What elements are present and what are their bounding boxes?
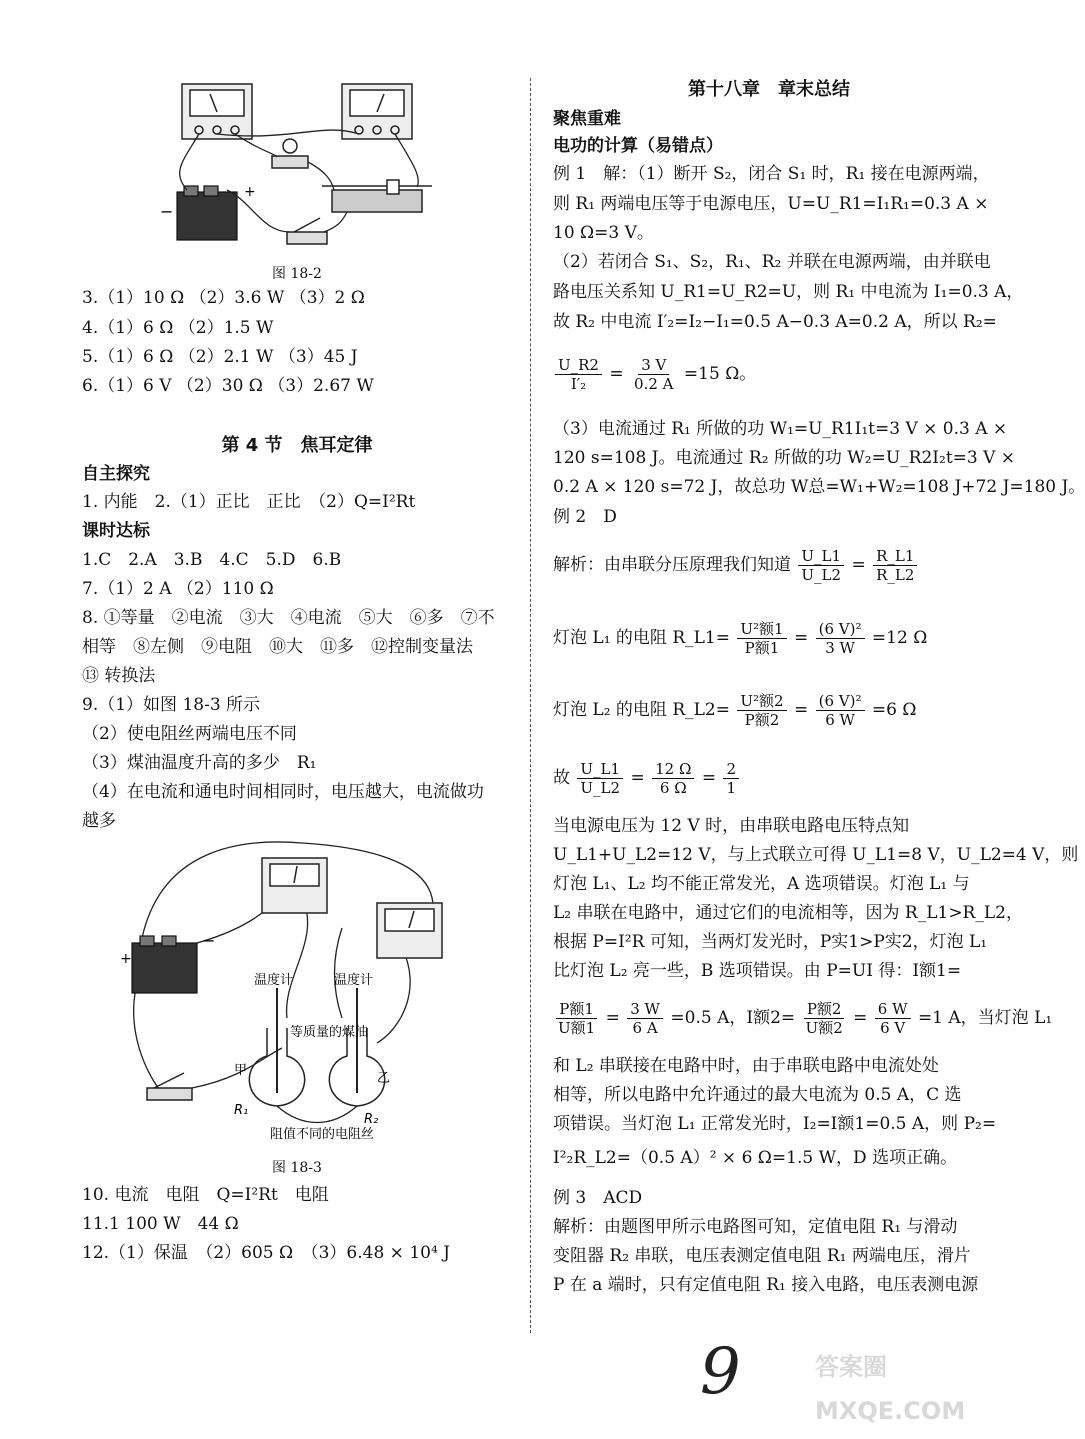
frac-denominator: I′₂ — [570, 375, 587, 393]
flask-icon — [249, 988, 304, 1106]
text-line: 路电压关系知 U_R1=U_R2=U，则 R₁ 中电流为 I₁=0.3 A， — [553, 282, 1024, 302]
answer-line: 8. ①等量 ②电流 ③大 ④电流 ⑤大 ⑥多 ⑦不 — [82, 608, 495, 628]
frac-denominator: U_L2 — [801, 566, 842, 584]
text-line: 比灯泡 L₂ 亮一些，B 选项错误。由 P=UI 得：I额1= — [553, 961, 962, 981]
flask-yi-label: 乙 — [377, 1071, 391, 1086]
formula-line: $\frac{\text{P额1}}{\text{U额1}}$ = $\frac{3 W}{6 A}$ =0.5 A，I额2= $\frac{\text{P额2}}{\text{U额2}}$ = $\frac{6 W}{6 V}$ =1 A，当灯泡 L₁ — [553, 1000, 1052, 1037]
svg-text:+: + — [120, 951, 132, 967]
wire-note-label: 阻值不同的电阻丝 — [270, 1127, 375, 1142]
text-line: （2）若闭合 S₁、S₂，R₁、R₂ 并联在电源两端，由并联电 — [553, 252, 991, 272]
text-line: U_L1+U_L2=12 V，与上式联立可得 U_L1=8 V，U_L2=4 V，则 — [553, 845, 1079, 865]
frac-numerator: 2 — [723, 760, 739, 779]
frac-denominator: U额2 — [805, 1019, 843, 1037]
formula-line: 灯泡 L₁ 的电阻 R_L1= $\frac{\text{U²额1}}{\text{P额1}}$ = $\frac{\text{(6 V)²}}{3 W}$ =12 Ω — [553, 620, 928, 657]
bulb-icon — [272, 139, 308, 168]
formula-result: =6 Ω — [871, 700, 917, 720]
answer-line: 5.（1）6 Ω （2）2.1 W （3）45 J — [82, 347, 358, 367]
text-line: 120 s=108 J。电流通过 R₂ 所做的功 W₂=U_R2I₂t=3 V × — [553, 448, 1016, 468]
answer-line: 相等 ⑧左侧 ⑨电阻 ⑩大 ⑪多 ⑫控制变量法 — [82, 637, 473, 657]
ammeter-icon — [182, 84, 252, 139]
thermometer-label-left: 温度计 — [254, 973, 294, 988]
text-line: L₂ 串联在电路中，通过它们的电流相等，因为 R_L1>R_L2， — [553, 903, 1023, 923]
frac-denominator: P额1 — [744, 639, 780, 657]
text-line: 故 R₂ 中电流 I′₂=I₂−I₁=0.5 A−0.3 A=0.2 A，所以 R₂= — [553, 312, 997, 332]
answer-line: （3）煤油温度升高的多少 R₁ — [82, 753, 317, 773]
r1-label: R₁ — [234, 1103, 249, 1118]
frac-denominator: P额2 — [744, 711, 780, 729]
text-line: 解析：由题图甲所示电路图可知，定值电阻 R₁ 与滑动 — [553, 1217, 958, 1237]
answer-line: 11.1 100 W 44 Ω — [82, 1214, 239, 1234]
answer-line: 1.C 2.A 3.B 4.C 5.D 6.B — [82, 550, 342, 570]
frac-numerator: R_L1 — [873, 547, 917, 566]
svg-text:+: + — [244, 184, 256, 200]
flask-icon — [329, 988, 384, 1106]
figure-18-3 — [102, 838, 512, 1158]
chapter-title: 第十八章 章末总结 — [688, 79, 850, 100]
formula-label: 故 — [553, 768, 570, 788]
frac-numerator: 6 W — [875, 1000, 911, 1019]
frac-numerator: U_R2 — [555, 356, 602, 375]
frac-denominator: 3 W — [825, 639, 855, 657]
figure-caption-18-3: 图 18-3 — [272, 1160, 322, 1176]
frac-numerator: U_L1 — [798, 547, 844, 566]
frac-denominator: U_L2 — [580, 779, 621, 797]
frac-denominator: 6 A — [632, 1019, 658, 1037]
answer-line: 9.（1）如图 18-3 所示 — [82, 695, 261, 715]
watermark-text: 答案圈 MXQE.COM — [815, 1353, 966, 1425]
flask-jia-label: 甲 — [234, 1063, 248, 1078]
formula-line: 解析：由串联分压原理我们知道 $\frac{U\_L1}{U\_L2}$ = $\frac{R\_L1}{R\_L2}$ — [553, 547, 919, 584]
frac-numerator: P额1 — [556, 1000, 597, 1019]
answer-line: （4）在电流和通电时间相同时，电压越大，电流做功 — [82, 782, 484, 802]
text-line: P 在 a 端时，只有定值电阻 R₁ 接入电路，电压表测电源 — [553, 1275, 979, 1295]
frac-numerator: U_L1 — [577, 760, 623, 779]
text-line: 例 1 解：（1）断开 S₂，闭合 S₁ 时，R₁ 接在电源两端， — [553, 164, 990, 184]
figure-18-2 — [152, 82, 442, 262]
frac-numerator: U²额2 — [737, 692, 786, 711]
answer-line: 3.（1）10 Ω （2）3.6 W （3）2 Ω — [82, 288, 365, 308]
battery-icon — [132, 936, 197, 993]
formula-text: =0.5 A，I额2= — [670, 1008, 796, 1028]
switch-icon — [287, 218, 327, 244]
frac-numerator: P额2 — [804, 1000, 845, 1019]
heading-focus: 聚焦重难 — [553, 109, 621, 129]
formula-line: 灯泡 L₂ 的电阻 R_L2= $\frac{\text{U²额2}}{\text{P额2}}$ = $\frac{\text{(6 V)²}}{6 W}$ =6 Ω — [553, 692, 917, 729]
text-line: 根据 P=I²R 可知，当两灯发光时，P实1>P实2，灯泡 L₁ — [553, 932, 988, 952]
voltmeter-icon — [377, 903, 442, 958]
frac-denominator: 6 W — [825, 711, 855, 729]
watermark-logo — [815, 1345, 995, 1433]
formula-line: $\frac{U\_R2}{\text{I′₂}}$ = $\frac{3 V}{0.2 A}$ =15 Ω。 — [553, 356, 756, 393]
frac-numerator: 3 W — [627, 1000, 663, 1019]
oil-label: 等质量的煤油 — [290, 1025, 369, 1040]
section-title: 第 4 节 焦耳定律 — [221, 435, 373, 456]
text-line: 变阻器 R₂ 串联，电压表测定值电阻 R₁ 两端电压，滑片 — [553, 1246, 971, 1266]
frac-denominator: R_L2 — [876, 566, 915, 584]
text-line: 10 Ω=3 V。 — [553, 223, 654, 243]
text-line: 和 L₂ 串联接在电路中时，由于串联电路中电流处处 — [553, 1056, 939, 1076]
heading-topic: 电功的计算（易错点） — [553, 136, 723, 156]
example-2-answer: 例 2 D — [553, 507, 617, 527]
answer-line: （2）使电阻丝两端电压不同 — [82, 724, 297, 744]
analysis-text: 解析：由串联分压原理我们知道 — [553, 555, 791, 575]
answer-line: 4.（1）6 Ω （2）1.5 W — [82, 318, 274, 338]
subheading-class: 课时达标 — [82, 521, 150, 541]
frac-denominator: 1 — [726, 779, 737, 797]
frac-denominator: U额1 — [558, 1019, 596, 1037]
answer-line: ⑬ 转换法 — [82, 666, 156, 686]
voltmeter-icon — [342, 84, 412, 139]
voltmeter-icon — [262, 858, 327, 913]
subheading-explore: 自主探究 — [82, 464, 150, 484]
text-line: I²₂R_L2=（0.5 A）² × 6 Ω=1.5 W，D 选项正确。 — [553, 1148, 958, 1168]
formula-line: 故 $\frac{U\_L1}{U\_L2}$ = $\frac{12 \Omega}{6 \Omega}$ = $\frac{2}{1}$ — [553, 760, 741, 797]
text-line: 灯泡 L₁、L₂ 均不能正常发光，A 选项错误。灯泡 L₁ 与 — [553, 874, 970, 894]
frac-numerator: 12 Ω — [652, 760, 694, 779]
formula-label: 灯泡 L₁ 的电阻 R_L1= — [553, 628, 730, 648]
r2-label: R₂ — [364, 1112, 379, 1127]
text-line: （3）电流通过 R₁ 所做的功 W₁=U_R1I₁t=3 V × 0.3 A × — [553, 419, 1008, 439]
frac-numerator: (6 V)² — [816, 692, 865, 711]
answer-line: 6.（1）6 V （2）30 Ω （3）2.67 W — [82, 376, 374, 396]
formula-result: =15 Ω。 — [683, 364, 757, 384]
text-line: 相等，所以电路中允许通过的最大电流为 0.5 A，C 选 — [553, 1085, 962, 1105]
svg-text:−: − — [202, 931, 216, 950]
frac-numerator: U²额1 — [737, 620, 786, 639]
example-3-answer: 例 3 ACD — [553, 1188, 643, 1208]
frac-numerator: 3 V — [638, 356, 669, 375]
svg-text:−: − — [160, 202, 174, 221]
figure-caption-18-2: 图 18-2 — [272, 266, 322, 282]
formula-result: =12 Ω — [871, 628, 928, 648]
battery-icon — [177, 186, 237, 240]
text-line: 项错误。当灯泡 L₁ 正常发光时，I₂=I额1=0.5 A，则 P₂= — [553, 1114, 997, 1134]
formula-label: 灯泡 L₂ 的电阻 R_L2= — [553, 700, 730, 720]
switch-icon — [147, 1073, 192, 1100]
frac-denominator: 6 V — [880, 1019, 906, 1037]
text-line: 当电源电压为 12 V 时，由串联电路电压特点知 — [553, 816, 910, 836]
text-line: 则 R₁ 两端电压等于电源电压，U=U_R1=I₁R₁=0.3 A × — [553, 194, 989, 214]
answer-line: 10. 电流 电阻 Q=I²Rt 电阻 — [82, 1185, 329, 1205]
formula-result: =1 A，当灯泡 L₁ — [917, 1008, 1053, 1028]
frac-denominator: 0.2 A — [634, 375, 674, 393]
text-line: 0.2 A × 120 s=72 J，故总功 W总=W₁+W₂=108 J+72 J=180 J。 — [553, 477, 1085, 497]
answer-line: 越多 — [82, 811, 116, 831]
frac-numerator: (6 V)² — [816, 620, 865, 639]
answer-line: 12.（1）保温 （2）605 Ω （3）6.48 × 10⁴ J — [82, 1243, 450, 1263]
rheostat-icon — [322, 180, 432, 212]
column-divider — [530, 78, 531, 1333]
handwritten-page-number: 9 — [700, 1335, 741, 1409]
answer-line: 1. 内能 2.（1）正比 正比 （2）Q=I²Rt — [82, 492, 416, 512]
thermometer-label-right: 温度计 — [334, 973, 374, 988]
frac-denominator: 6 Ω — [659, 779, 687, 797]
answer-line: 7.（1）2 A （2）110 Ω — [82, 579, 274, 599]
